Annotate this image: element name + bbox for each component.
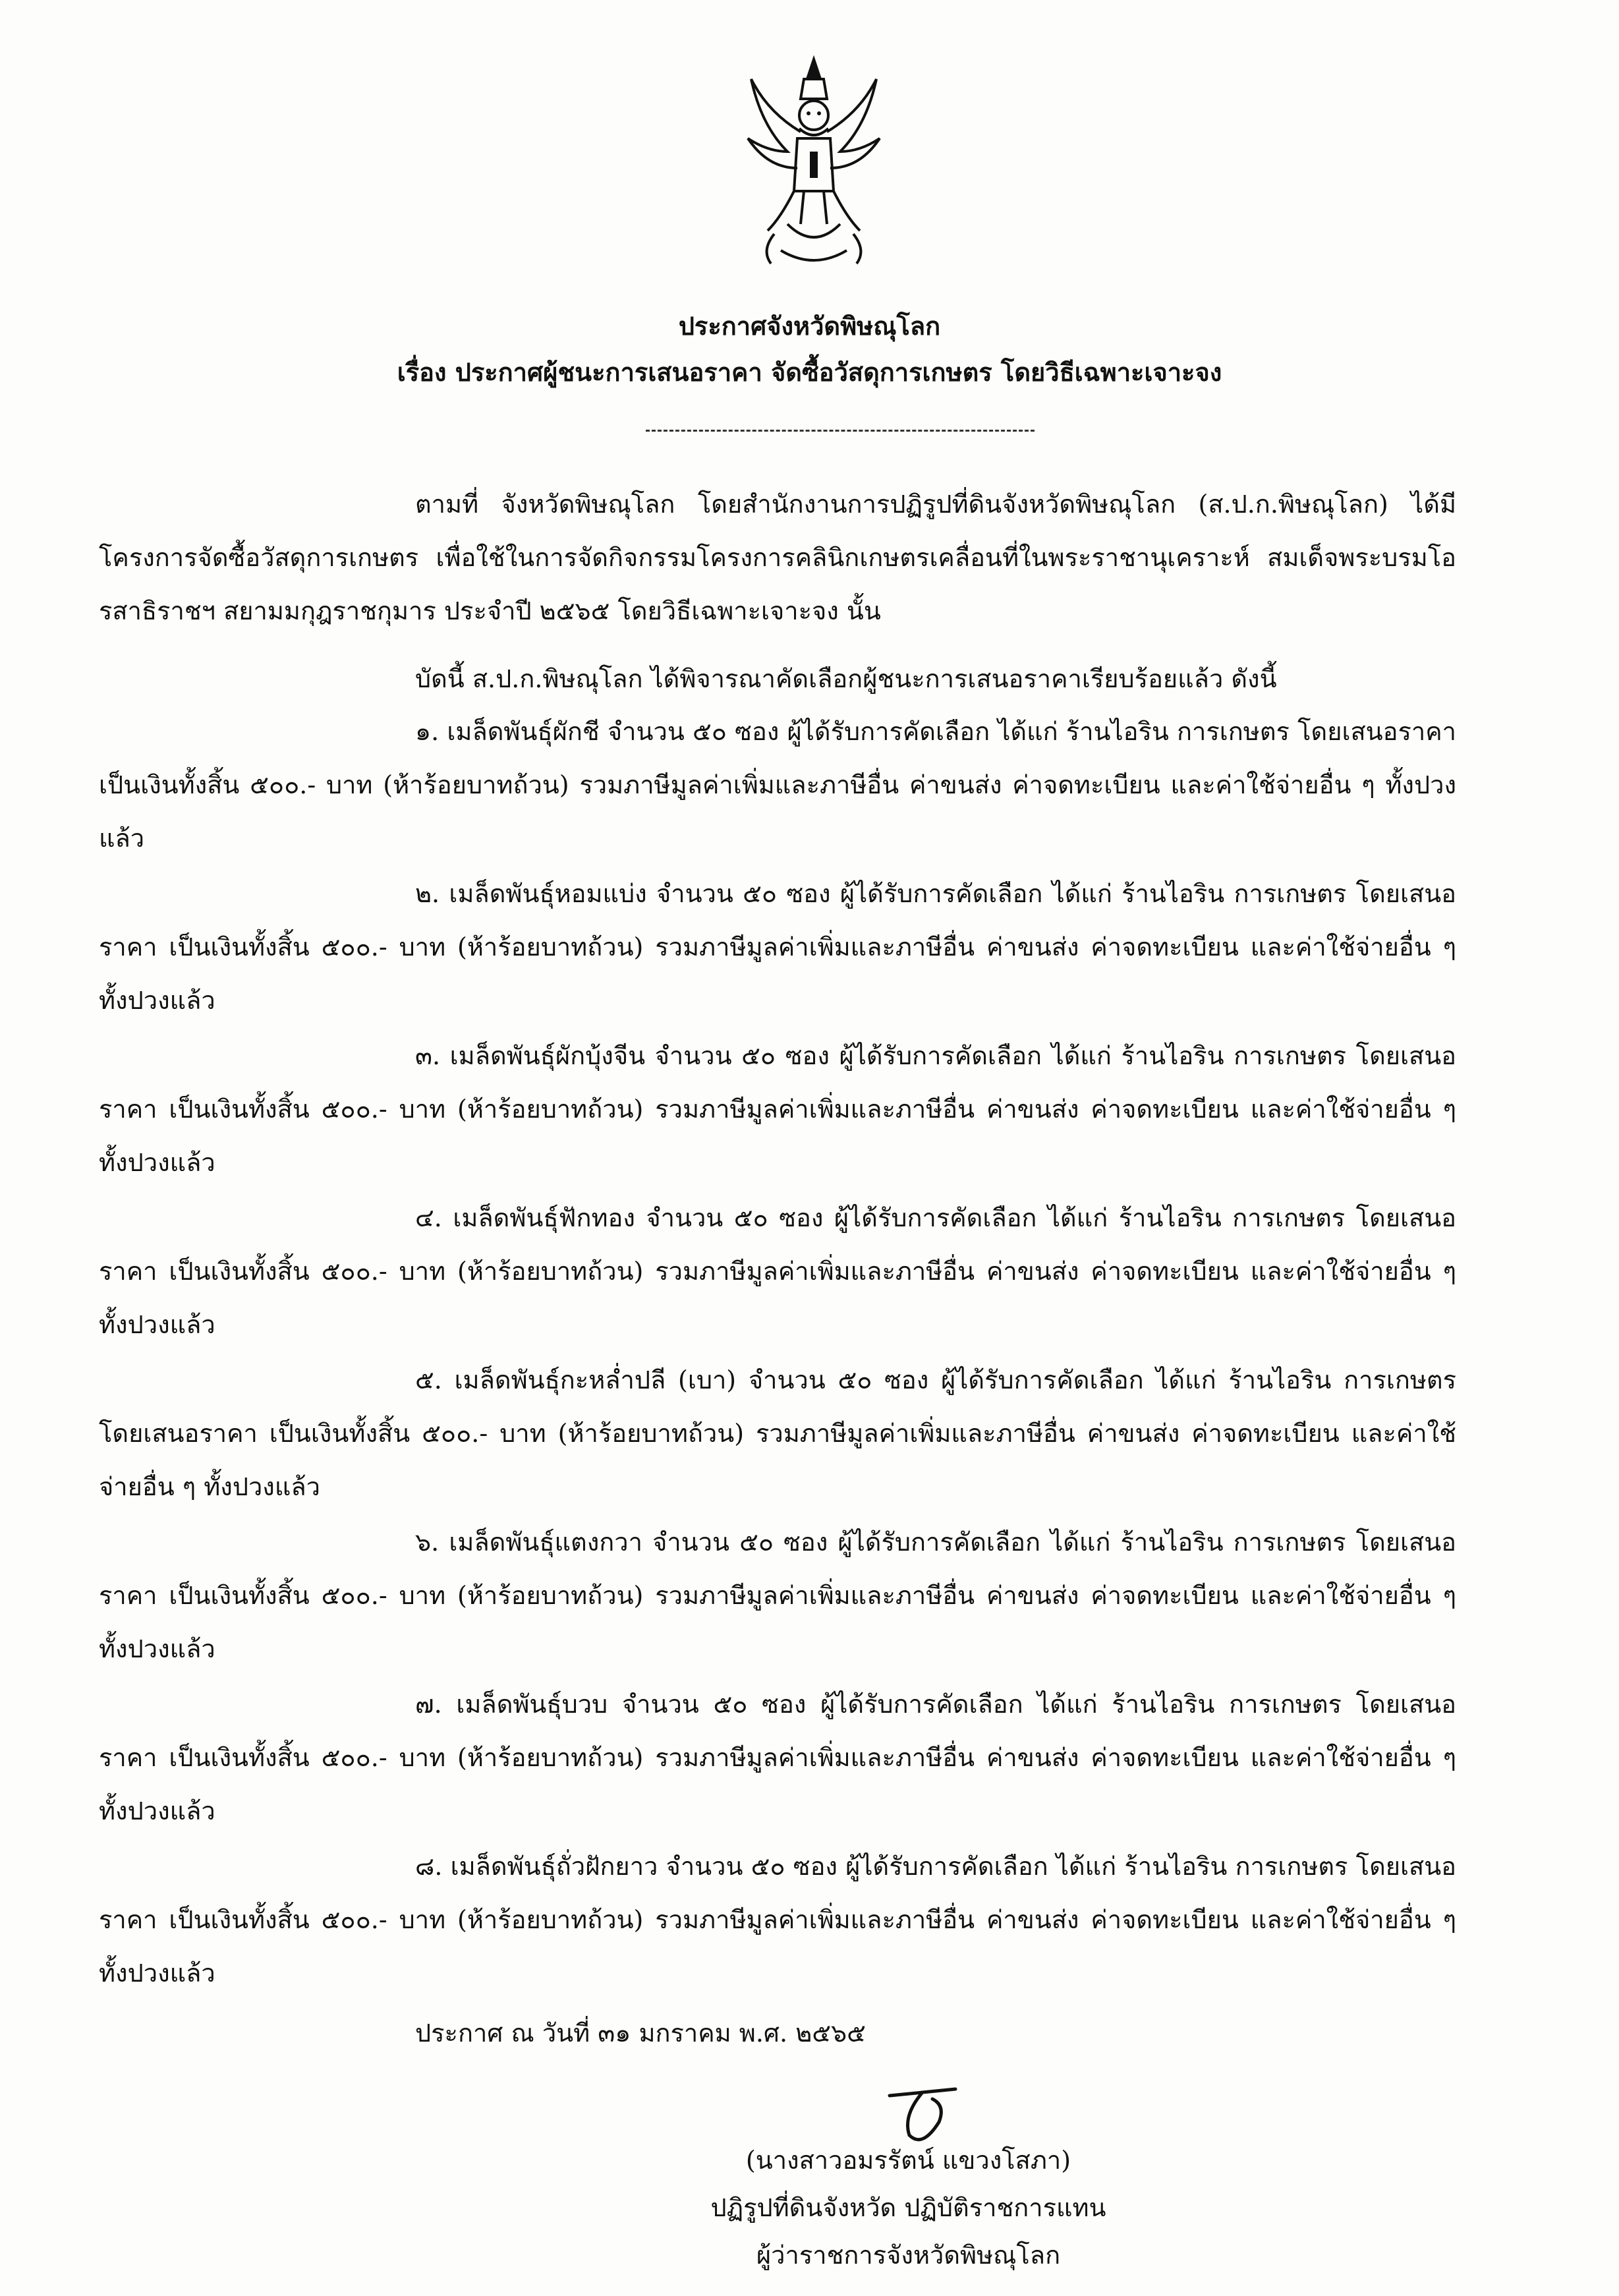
award-item xyxy=(99,1191,1456,1352)
award-item xyxy=(99,705,1456,865)
award-item xyxy=(99,867,1456,1027)
award-item-text: ๔. เมล็ดพันธุ์ฟักทอง จำนวน ๕๐ ซอง ผู้ได้รับการคัดเลือก ได้แก่ ร้านไอริน การเกษตร โดยเสนอราคา เป็นเงินทั้งสิ้น ๕๐๐.- บาท (ห้าร้อยบาทถ้วน) รวมภาษีมูลค่าเพิ่มและภาษีอื่น ค่าขนส่ง ค่าจดทะเบียน และค่าใช้จ่ายอื่น ๆ ทั้งปวงแล้ว xyxy=(99,1203,1456,1339)
award-item xyxy=(99,1678,1456,1838)
announcement-date: ประกาศ ณ วันที่ ๓๑ มกราคม พ.ศ. ๒๕๖๕ xyxy=(415,2019,866,2048)
signer-position: ปฏิรูปที่ดินจังหวัด ปฏิบัติราชการแทน xyxy=(710,2193,1106,2222)
intro-text: ตามที่ จังหวัดพิษณุโลก โดยสำนักงานการปฏิรูปที่ดินจังหวัดพิษณุโลก (ส.ป.ก.พิษณุโลก) ได้มีโครงการจัดซื้อวัสดุการเกษตร เพื่อใช้ในการจัดกิจกรรมโครงการคลินิกเกษตรเคลื่อนที่ในพระราชานุเคราะห์ สมเด็จพระบรมโอรสาธิราชฯ สยามมกุฎราชกุมาร ประจำปี ๒๕๖๕ โดยวิธีเฉพาะเจาะจง นั้น xyxy=(99,490,1456,625)
signer-name: (นางสาวอมรรัตน์ แขวงโสภา) xyxy=(745,2146,1071,2175)
award-item xyxy=(99,1029,1456,1190)
award-item xyxy=(99,1516,1456,1676)
award-item-text: ๗. เมล็ดพันธุ์บวบ จำนวน ๕๐ ซอง ผู้ได้รับการคัดเลือก ได้แก่ ร้านไอริน การเกษตร โดยเสนอราคา เป็นเงินทั้งสิ้น ๕๐๐.- บาท (ห้าร้อยบาทถ้วน) รวมภาษีมูลค่าเพิ่มและภาษีอื่น ค่าขนส่ง ค่าจดทะเบียน และค่าใช้จ่ายอื่น ๆ ทั้งปวงแล้ว xyxy=(99,1690,1456,1825)
award-item xyxy=(99,1354,1456,1514)
intro-paragraph xyxy=(99,478,1456,638)
award-item xyxy=(99,1840,1456,2000)
award-item-text: ๕. เมล็ดพันธุ์กะหล่ำปลี (เบา) จำนวน ๕๐ ซอง ผู้ได้รับการคัดเลือก ได้แก่ ร้านไอริน การเกษตร โดยเสนอราคา เป็นเงินทั้งสิ้น ๕๐๐.- บาท (ห้าร้อยบาทถ้วน) รวมภาษีมูลค่าเพิ่มและภาษีอื่น ค่าขนส่ง ค่าจดทะเบียน และค่าใช้จ่ายอื่น ๆ ทั้งปวงแล้ว xyxy=(99,1365,1456,1501)
award-item-text: ๓. เมล็ดพันธุ์ผักบุ้งจีน จำนวน ๕๐ ซอง ผู้ได้รับการคัดเลือก ได้แก่ ร้านไอริน การเกษตร โดยเสนอราคา เป็นเงินทั้งสิ้น ๕๐๐.- บาท (ห้าร้อยบาทถ้วน) รวมภาษีมูลค่าเพิ่มและภาษีอื่น ค่าขนส่ง ค่าจดทะเบียน และค่าใช้จ่ายอื่น ๆ ทั้งปวงแล้ว xyxy=(99,1041,1456,1177)
document-subject: เรื่อง ประกาศผู้ชนะการเสนอราคา จัดซื้อวัสดุการเกษตร โดยวิธีเฉพาะเจาะจง xyxy=(397,357,1222,387)
award-item-text: ๖. เมล็ดพันธุ์แตงกวา จำนวน ๕๐ ซอง ผู้ได้รับการคัดเลือก ได้แก่ ร้านไอริน การเกษตร โดยเสนอราคา เป็นเงินทั้งสิ้น ๕๐๐.- บาท (ห้าร้อยบาทถ้วน) รวมภาษีมูลค่าเพิ่มและภาษีอื่น ค่าขนส่ง ค่าจดทะเบียน และค่าใช้จ่ายอื่น ๆ ทั้งปวงแล้ว xyxy=(99,1528,1457,1663)
now-paragraph xyxy=(99,652,1456,706)
award-item-text: ๒. เมล็ดพันธุ์หอมแบ่ง จำนวน ๕๐ ซอง ผู้ได้รับการคัดเลือก ได้แก่ ร้านไอริน การเกษตร โดยเสนอราคา เป็นเงินทั้งสิ้น ๕๐๐.- บาท (ห้าร้อยบาทถ้วน) รวมภาษีมูลค่าเพิ่มและภาษีอื่น ค่าขนส่ง ค่าจดทะเบียน และค่าใช้จ่ายอื่น ๆ ทั้งปวงแล้ว xyxy=(99,879,1456,1015)
award-item-text: ๘. เมล็ดพันธุ์ถั่วฝักยาว จำนวน ๕๐ ซอง ผู้ได้รับการคัดเลือก ได้แก่ ร้านไอริน การเกษตร โดยเสนอราคา เป็นเงินทั้งสิ้น ๕๐๐.- บาท (ห้าร้อยบาทถ้วน) รวมภาษีมูลค่าเพิ่มและภาษีอื่น ค่าขนส่ง ค่าจดทะเบียน และค่าใช้จ่ายอื่น ๆ ทั้งปวงแล้ว xyxy=(99,1852,1456,1988)
now-text: บัดนี้ ส.ป.ก.พิษณุโลก ได้พิจารณาคัดเลือกผู้ชนะการเสนอราคาเรียบร้อยแล้ว ดังนี้ xyxy=(415,664,1277,693)
award-item-text: ๑. เมล็ดพันธุ์ผักชี จำนวน ๕๐ ซอง ผู้ได้รับการคัดเลือก ได้แก่ ร้านไอริน การเกษตร โดยเสนอราคา เป็นเงินทั้งสิ้น ๕๐๐.- บาท (ห้าร้อยบาทถ้วน) รวมภาษีมูลค่าเพิ่มและภาษีอื่น ค่าขนส่ง ค่าจดทะเบียน และค่าใช้จ่ายอื่น ๆ ทั้งปวงแล้ว xyxy=(99,717,1456,853)
document-title: ประกาศจังหวัดพิษณุโลก xyxy=(678,311,941,341)
signer-on-behalf: ผู้ว่าราชการจังหวัดพิษณุโลก xyxy=(756,2241,1061,2270)
separator-rule xyxy=(646,430,1035,432)
garuda-emblem-icon xyxy=(741,53,886,270)
